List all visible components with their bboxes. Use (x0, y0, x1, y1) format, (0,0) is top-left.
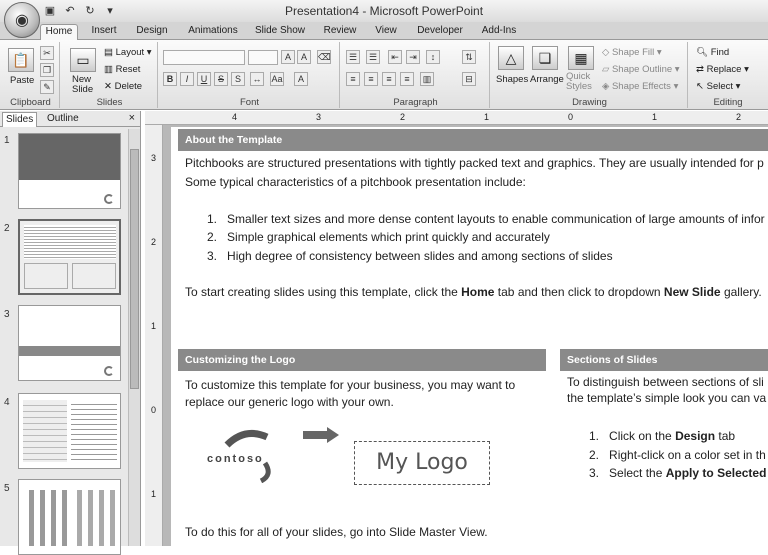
slides-pane (0, 111, 141, 546)
slide-thumbnail-4[interactable] (18, 393, 121, 469)
italic-icon[interactable]: I (180, 72, 194, 86)
thumb-table (71, 400, 117, 462)
delete-icon: ✕ (104, 81, 115, 92)
ruler-label: 1 (151, 489, 157, 499)
shape-outline-button[interactable]: ▱ Shape Outline ▾ (602, 64, 680, 75)
tab-outline[interactable]: Outline (47, 113, 79, 124)
group-paragraph (342, 42, 490, 108)
slide-number: 2 (4, 223, 10, 234)
paste-icon[interactable]: 📋 (8, 48, 34, 72)
slide-number: 5 (4, 483, 10, 494)
pane-scrollbar[interactable] (128, 129, 140, 546)
shadow-icon[interactable]: S (231, 72, 245, 86)
arrange-icon[interactable]: ❏ (532, 46, 558, 70)
thumb-title-band (19, 134, 120, 180)
customizing-paragraph-2: replace our generic logo with your own. (185, 395, 394, 409)
align-text-icon[interactable]: ⊟ (462, 72, 476, 86)
ruler-label: 1 (151, 321, 157, 331)
pane-tabs (0, 111, 141, 127)
underline-icon[interactable]: U (197, 72, 211, 86)
tab-slide-show[interactable]: Slide Show (254, 25, 306, 36)
tab-developer[interactable]: Developer (417, 25, 463, 36)
strikethrough-icon[interactable]: S (214, 72, 228, 86)
thumb-box (24, 263, 68, 289)
clear-formatting-icon[interactable]: ⌫ (318, 52, 331, 62)
slide-number: 3 (4, 309, 10, 320)
font-color-icon[interactable]: A (294, 72, 308, 86)
quick-access-toolbar (42, 3, 118, 19)
clipboard-label: Clipboard (10, 97, 51, 108)
font-name-combo[interactable] (163, 50, 245, 65)
horizontal-ruler (145, 111, 768, 125)
arrange-button[interactable]: Arrange (530, 74, 564, 85)
thumb-logo-icon (104, 366, 114, 376)
ribbon-tabs (0, 22, 768, 40)
sections-heading: Sections of Slides (560, 349, 768, 371)
editing-label: Editing (713, 97, 743, 108)
customizing-paragraph-3: To do this for all of your slides, go into Slide Master View. (185, 525, 488, 539)
list-item: 1. Smaller text sizes and more dense content layouts to enable communication of large amounts of infor (207, 212, 765, 226)
copy-icon[interactable]: ❐ (40, 63, 54, 77)
customize-qat-icon[interactable]: ▾ (107, 5, 113, 17)
sections-list-item: 3. Select the Apply to Selected (589, 466, 767, 480)
replace-button[interactable]: ⇄ Replace ▾ (696, 64, 749, 75)
paragraph-label: Paragraph (393, 97, 438, 108)
ruler-label: 2 (151, 237, 157, 247)
align-left-icon[interactable]: ≡ (346, 72, 360, 86)
select-button[interactable]: ↖ Select ▾ (696, 81, 741, 92)
slide-thumbnail-2[interactable] (18, 219, 121, 295)
list-item: 2. Simple graphical elements which print quickly and accurately (207, 230, 550, 244)
thumb-section-band (19, 346, 120, 356)
about-heading: About the Template (178, 129, 768, 151)
thumb-text-lines (24, 225, 116, 259)
slide[interactable] (171, 127, 768, 546)
tab-design[interactable]: Design (136, 25, 168, 36)
shapes-icon[interactable]: △ (498, 46, 524, 70)
customizing-paragraph-1: To customize this template for your business, you may want to (185, 378, 516, 392)
select-icon: ↖ (696, 81, 707, 92)
thumb-bar-chart (71, 490, 117, 546)
slide-thumbnail-3[interactable] (18, 305, 121, 381)
office-logo-icon: ◉ (15, 12, 29, 29)
arrow-icon (303, 427, 339, 443)
group-drawing (492, 42, 688, 108)
layout-icon: ▤ (104, 47, 116, 58)
close-pane-icon[interactable]: × (128, 112, 135, 124)
columns-icon[interactable]: ▥ (420, 72, 434, 86)
ruler-label: 3 (151, 153, 157, 163)
start-instructions: To start creating slides using this template, click the Home tab and then click to dropdown New Slide gallery. (185, 285, 762, 299)
quick-styles-icon[interactable]: ▦ (568, 46, 594, 70)
tab-insert[interactable]: Insert (91, 25, 117, 36)
thumb-bar-chart (23, 490, 67, 546)
ruler-label: 4 (232, 112, 238, 122)
about-paragraph-2: Some typical characteristics of a pitchbook presentation include: (185, 175, 526, 189)
group-slides (62, 42, 158, 108)
shrink-font-icon[interactable]: A (297, 50, 311, 64)
shape-effects-icon: ◈ (602, 81, 612, 92)
vertical-ruler (145, 125, 163, 546)
grow-font-icon[interactable]: A (281, 50, 295, 64)
new-slide-icon[interactable]: ▭ (70, 48, 96, 72)
ruler-label: 1 (652, 112, 658, 122)
change-case-icon[interactable]: Aa (271, 74, 283, 84)
paste-button[interactable]: Paste (10, 75, 35, 86)
ruler-label: 0 (568, 112, 574, 122)
reset-button[interactable]: ▥ Reset (104, 64, 141, 75)
tab-home[interactable]: Home (40, 24, 78, 40)
format-painter-icon[interactable]: ✎ (40, 80, 54, 94)
group-font (160, 42, 340, 108)
delete-button[interactable]: ✕ Delete (104, 81, 143, 92)
tab-add-ins[interactable]: Add-Ins (481, 25, 517, 36)
group-editing (690, 42, 766, 108)
increase-indent-icon[interactable]: ⇥ (406, 50, 420, 64)
tab-slides[interactable]: Slides (2, 112, 37, 127)
slides-label: Slides (96, 97, 123, 108)
tab-review[interactable]: Review (323, 25, 357, 36)
sections-paragraph-1: To distinguish between sections of sli (567, 375, 764, 389)
align-center-icon[interactable]: ≡ (364, 72, 378, 86)
contoso-logo (207, 423, 285, 483)
window-title: Presentation4 - Microsoft PowerPoint (284, 4, 484, 18)
sections-list-item: 1. Click on the Design tab (589, 429, 736, 443)
find-button[interactable]: 🔍︎ Find (696, 47, 730, 58)
justify-icon[interactable]: ≡ (400, 72, 414, 86)
my-logo-placeholder: My Logo (354, 441, 490, 485)
font-label: Font (239, 97, 259, 108)
save-icon[interactable]: ▣ (44, 5, 56, 17)
character-spacing-icon[interactable]: ↔ (250, 72, 264, 86)
sections-paragraph-2: the template’s simple look you can va (567, 391, 767, 405)
slide-thumbnail-5[interactable] (18, 479, 121, 555)
ruler-label: 3 (316, 112, 322, 122)
replace-icon: ⇄ (696, 64, 707, 75)
ruler-label: 0 (151, 405, 157, 415)
ribbon (0, 40, 768, 110)
shape-fill-icon: ◇ (602, 47, 612, 58)
quick-styles-button[interactable]: Quick Styles (566, 71, 592, 92)
pane-scroll-thumb[interactable] (130, 149, 139, 389)
shape-outline-icon: ▱ (602, 64, 612, 75)
cut-icon[interactable]: ✂ (40, 46, 54, 60)
sections-list-item: 2. Right-click on a color set in th (589, 448, 766, 462)
bullets-icon[interactable]: ☰ (346, 50, 360, 64)
bold-icon[interactable]: B (163, 72, 177, 86)
text-direction-icon[interactable]: ⇅ (462, 50, 476, 64)
slide-number: 4 (4, 397, 10, 408)
about-paragraph-1: Pitchbooks are structured presentations with tightly packed text and graphics. They are usually intended for p (185, 156, 764, 170)
customizing-heading: Customizing the Logo (178, 349, 546, 371)
list-item: 3. High degree of consistency between slides and among sections of slides (207, 249, 613, 263)
reset-icon: ▥ (104, 64, 116, 75)
align-right-icon[interactable]: ≡ (382, 72, 396, 86)
layout-button[interactable]: ▤ Layout ▾ (104, 47, 152, 58)
tab-view[interactable]: View (375, 25, 397, 36)
decrease-indent-icon[interactable]: ⇤ (388, 50, 402, 64)
ruler-label: 1 (484, 112, 490, 122)
ruler-label: 2 (400, 112, 406, 122)
shape-fill-button[interactable]: ◇ Shape Fill ▾ (602, 47, 662, 58)
undo-icon[interactable]: ↶ (65, 5, 75, 17)
office-button[interactable] (4, 2, 40, 38)
group-clipboard (2, 42, 60, 108)
redo-icon[interactable]: ↻ (85, 5, 95, 17)
thumb-box (72, 263, 116, 289)
tab-animations[interactable]: Animations (188, 25, 238, 36)
thumb-logo-icon (104, 194, 114, 204)
slide-thumbnail-1[interactable] (18, 133, 121, 209)
font-size-combo[interactable] (248, 50, 278, 65)
thumb-chart (23, 400, 67, 462)
contoso-text: contoso (207, 453, 264, 465)
shape-effects-button[interactable]: ◈ Shape Effects ▾ (602, 81, 679, 92)
numbering-icon[interactable]: ☰ (366, 50, 380, 64)
ruler-label: 2 (736, 112, 742, 122)
shapes-button[interactable]: Shapes (496, 74, 529, 85)
new-slide-button[interactable]: New Slide (72, 74, 94, 95)
slide-number: 1 (4, 135, 10, 146)
drawing-label: Drawing (572, 97, 607, 108)
line-spacing-icon[interactable]: ↕ (426, 50, 440, 64)
find-icon: 🔍︎ (696, 47, 711, 58)
